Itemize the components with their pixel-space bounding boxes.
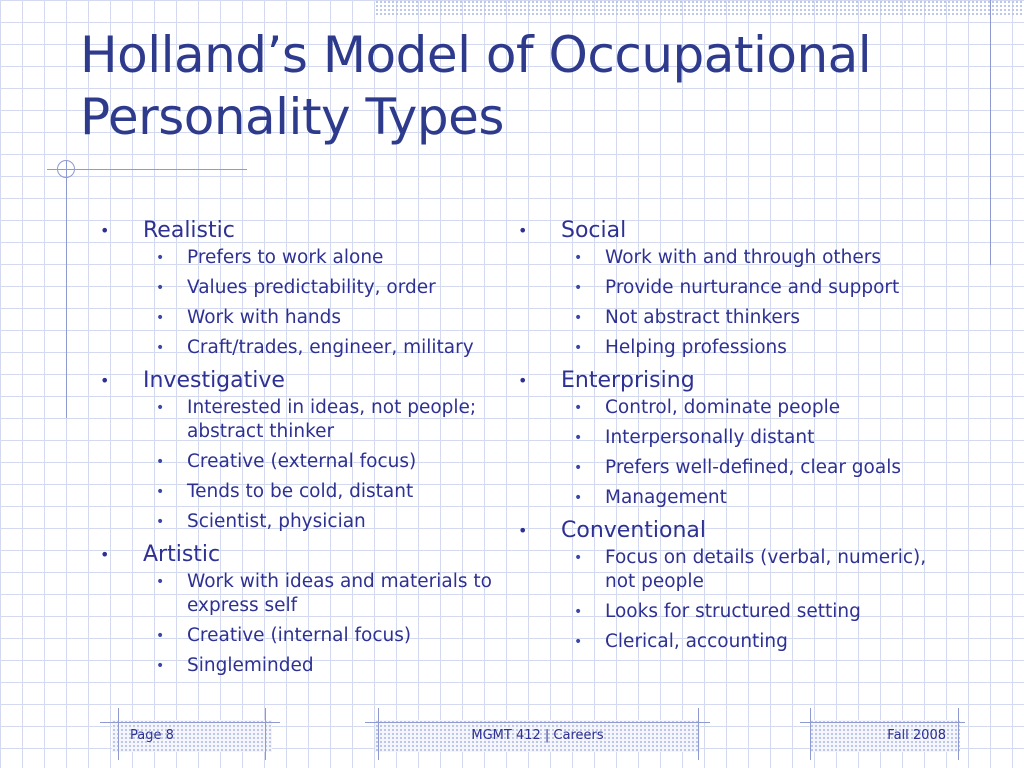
bullet-icon: • (574, 490, 583, 506)
bullet-icon: • (156, 484, 165, 500)
trait-text: Interested in ideas, not people; abstract thinker (187, 397, 477, 442)
trait-text: Prefers well-defined, clear goals (605, 457, 901, 478)
trait-item (518, 276, 958, 300)
footer-frame-line (378, 708, 379, 760)
personality-type-group (518, 216, 958, 360)
footer-frame-line (810, 708, 811, 760)
bullet-icon: • (574, 634, 583, 650)
trait-text: Singleminded (187, 655, 314, 676)
footer-frame-line (265, 708, 266, 760)
trait-text: Creative (internal focus) (187, 625, 412, 646)
bullet-icon: • (156, 628, 165, 644)
personality-type-heading (100, 540, 500, 570)
slide-title (80, 24, 960, 148)
trait-text: Focus on details (verbal, numeric), not people (605, 547, 927, 592)
personality-type-heading (518, 216, 958, 246)
trait-item (100, 306, 500, 330)
trait-text: Control, dominate people (605, 397, 841, 418)
bullet-icon: • (156, 514, 165, 530)
personality-type-label: Investigative (143, 368, 285, 393)
personality-type-label: Artistic (143, 542, 221, 567)
footer-frame-line (958, 708, 959, 760)
trait-text: Helping professions (605, 337, 787, 358)
personality-type-heading (100, 216, 500, 246)
trait-list (518, 546, 958, 654)
trait-item (100, 276, 500, 300)
trait-item (100, 480, 500, 504)
bullet-icon: • (100, 545, 110, 564)
trait-text: Work with and through others (605, 247, 882, 268)
trait-item (518, 306, 958, 330)
personality-type-label: Conventional (561, 518, 706, 543)
personality-type-label: Realistic (143, 218, 235, 243)
bullet-icon: • (574, 280, 583, 296)
bullet-icon: • (156, 250, 165, 266)
trait-text: Craft/trades, engineer, military (187, 337, 474, 358)
trait-item (518, 630, 958, 654)
trait-item (100, 654, 500, 678)
trait-list (100, 570, 500, 678)
bullet-icon: • (100, 371, 110, 390)
personality-type-group (100, 216, 500, 360)
personality-type-heading (518, 516, 958, 546)
bullet-icon: • (518, 221, 528, 240)
bullet-icon: • (574, 250, 583, 266)
trait-text: Values predictability, order (187, 277, 436, 298)
trait-text: Work with hands (187, 307, 342, 328)
bullet-icon: • (100, 221, 110, 240)
trait-item (518, 546, 958, 594)
trait-text: Creative (external focus) (187, 451, 417, 472)
personality-type-group (518, 366, 958, 510)
bullet-icon: • (156, 400, 165, 416)
trait-item (100, 570, 500, 618)
trait-list (518, 246, 958, 360)
footer-term: Fall 2008 (887, 728, 946, 743)
trait-item (518, 600, 958, 624)
personality-type-heading (518, 366, 958, 396)
footer-course-box (375, 720, 700, 752)
bullet-icon: • (156, 310, 165, 326)
trait-list (100, 396, 500, 534)
trait-list (518, 396, 958, 510)
trait-text: Prefers to work alone (187, 247, 384, 268)
trait-text: Management (605, 487, 727, 508)
trait-text: Looks for structured setting (605, 601, 861, 622)
personality-type-label: Enterprising (561, 368, 695, 393)
trait-item (100, 246, 500, 270)
trait-text: Not abstract thinkers (605, 307, 801, 328)
footer-page-box (112, 720, 272, 752)
bullet-icon: • (574, 430, 583, 446)
trait-item (518, 336, 958, 360)
right-vertical-rule (990, 0, 991, 265)
bullet-icon: • (574, 340, 583, 356)
trait-item (518, 456, 958, 480)
footer-frame-line (800, 722, 965, 723)
footer-frame-line (100, 722, 280, 723)
bullet-icon: • (156, 340, 165, 356)
right-column (518, 216, 958, 660)
bullet-icon: • (156, 574, 165, 590)
trait-item (100, 396, 500, 444)
footer-frame-line (698, 708, 699, 760)
bullet-icon: • (156, 658, 165, 674)
top-dotted-band (375, 0, 1024, 16)
bullet-icon: • (574, 550, 583, 566)
bullet-icon: • (518, 521, 528, 540)
trait-text: Tends to be cold, distant (187, 481, 414, 502)
footer-course: MGMT 412 | Careers (471, 728, 604, 743)
personality-type-group (100, 540, 500, 678)
bullet-icon: • (156, 454, 165, 470)
trait-text: Provide nurturance and support (605, 277, 900, 298)
title-line-1: Holland’s Model of Occupational (80, 26, 872, 84)
title-line-2: Personality Types (80, 88, 504, 146)
trait-item (100, 624, 500, 648)
bullet-icon: • (156, 280, 165, 296)
footer-page-number: Page 8 (130, 728, 174, 743)
trait-item (518, 426, 958, 450)
bullet-icon: • (574, 400, 583, 416)
trait-text: Work with ideas and materials to express self (187, 571, 492, 616)
trait-item (100, 510, 500, 534)
left-vertical-rule (66, 160, 67, 418)
left-column (100, 216, 500, 684)
footer-frame-line (365, 722, 710, 723)
trait-list (100, 246, 500, 360)
personality-type-group (518, 516, 958, 654)
bullet-icon: • (574, 460, 583, 476)
trait-item (100, 450, 500, 474)
personality-type-label: Social (561, 218, 627, 243)
circle-ornament (57, 160, 75, 178)
trait-text: Clerical, accounting (605, 631, 788, 652)
footer-frame-line (118, 708, 119, 760)
trait-item (100, 336, 500, 360)
bullet-icon: • (574, 310, 583, 326)
footer-term-box (810, 720, 960, 752)
bullet-icon: • (518, 371, 528, 390)
personality-type-heading (100, 366, 500, 396)
trait-text: Interpersonally distant (605, 427, 815, 448)
trait-item (518, 246, 958, 270)
trait-item (518, 396, 958, 420)
personality-type-group (100, 366, 500, 534)
trait-item (518, 486, 958, 510)
bullet-icon: • (574, 604, 583, 620)
title-underline-rule (47, 169, 247, 170)
trait-text: Scientist, physician (187, 511, 366, 532)
